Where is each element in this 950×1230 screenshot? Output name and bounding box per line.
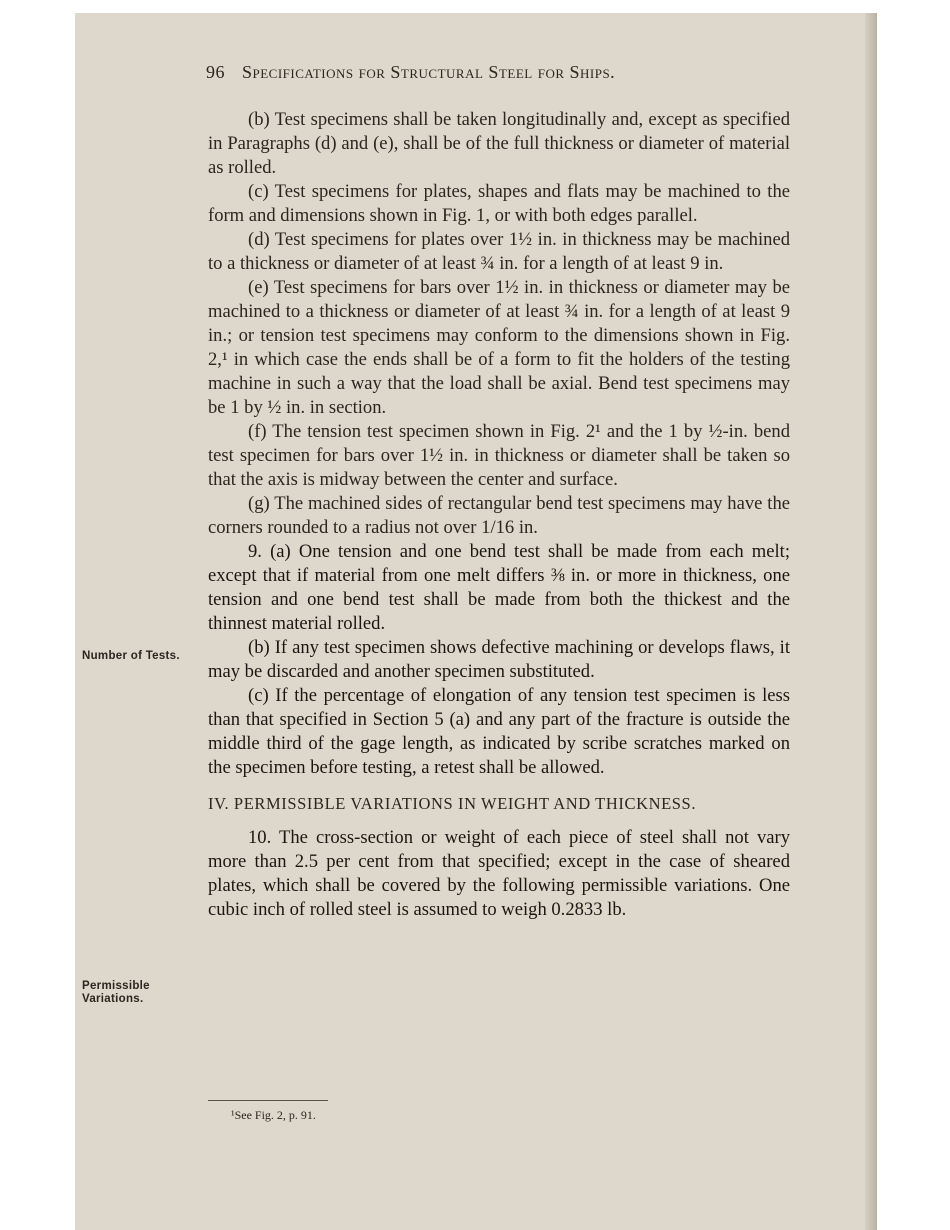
paragraph-c: (c) Test specimens for plates, shapes and flats may be machined to the form and dimensions shown in Fig. 1, or with both edges parallel. xyxy=(208,181,790,226)
footnote-rule xyxy=(208,1100,328,1101)
paragraph-9a: 9. (a) One tension and one bend test shall be made from each melt; except that if material from one melt differs ⅜ in. or more in thickness, one tension and one bend test shall be made from both the thickest and the thinnest material rolled. xyxy=(208,541,790,634)
footnote: ¹See Fig. 2, p. 91. xyxy=(231,1108,316,1122)
paragraph-9b: (b) If any test specimen shows defective machining or develops flaws, it may be discarded and another specimen substituted. xyxy=(208,637,790,682)
side-note-permissible-variations: Permissible Variations. xyxy=(82,980,150,1005)
paragraph-9c: (c) If the percentage of elongation of any tension test specimen is less than that specified in Section 5 (a) and any part of the fracture is outside the middle third of the gage length, as indicated by scribe scratches marked on the specimen before testing, a retest shall be allowed. xyxy=(208,685,790,778)
paragraph-e: (e) Test specimens for bars over 1½ in. in thickness or diameter may be machined to a thickness or diameter of at least ¾ in. for a length of at least 9 in.; or tension test specimens may conform to the dimensions shown in Fig. 2,¹ in which case the ends shall be of a form to fit the holders of the testing machine in such a way that the load shall be axial. Bend test specimens may be 1 by ½ in. in section. xyxy=(208,277,790,418)
body-text xyxy=(208,108,790,922)
running-title: Specifications for Structural Steel for Ships. xyxy=(242,62,616,82)
section-heading-iv: IV. PERMISSIBLE VARIATIONS IN WEIGHT AND THICKNESS. xyxy=(208,794,697,813)
paragraph-d: (d) Test specimens for plates over 1½ in. in thickness may be machined to a thickness or diameter of at least ¾ in. for a length of at least 9 in. xyxy=(208,229,790,274)
page-number: 96 xyxy=(206,62,225,82)
page-edge-shadow xyxy=(865,13,877,1230)
page-header xyxy=(206,62,796,83)
paragraph-f: (f) The tension test specimen shown in Fig. 2¹ and the 1 by ½-in. bend test specimen for bars over 1½ in. in thickness or diameter shall be taken so that the axis is midway between the center and surface. xyxy=(208,421,790,490)
paragraph-g: (g) The machined sides of rectangular bend test specimens may have the corners rounded to a radius not over 1/16 in. xyxy=(208,493,790,538)
paragraph-b: (b) Test specimens shall be taken longitudinally and, except as specified in Paragraphs (d) and (e), shall be of the full thickness or diameter of material as rolled. xyxy=(208,109,790,178)
paragraph-10: 10. The cross-section or weight of each piece of steel shall not vary more than 2.5 per cent from that specified; except in the case of sheared plates, which shall be covered by the following permissible variations. One cubic inch of rolled steel is assumed to weigh 0.2833 lb. xyxy=(208,827,790,920)
side-note-number-of-tests: Number of Tests. xyxy=(82,650,180,662)
